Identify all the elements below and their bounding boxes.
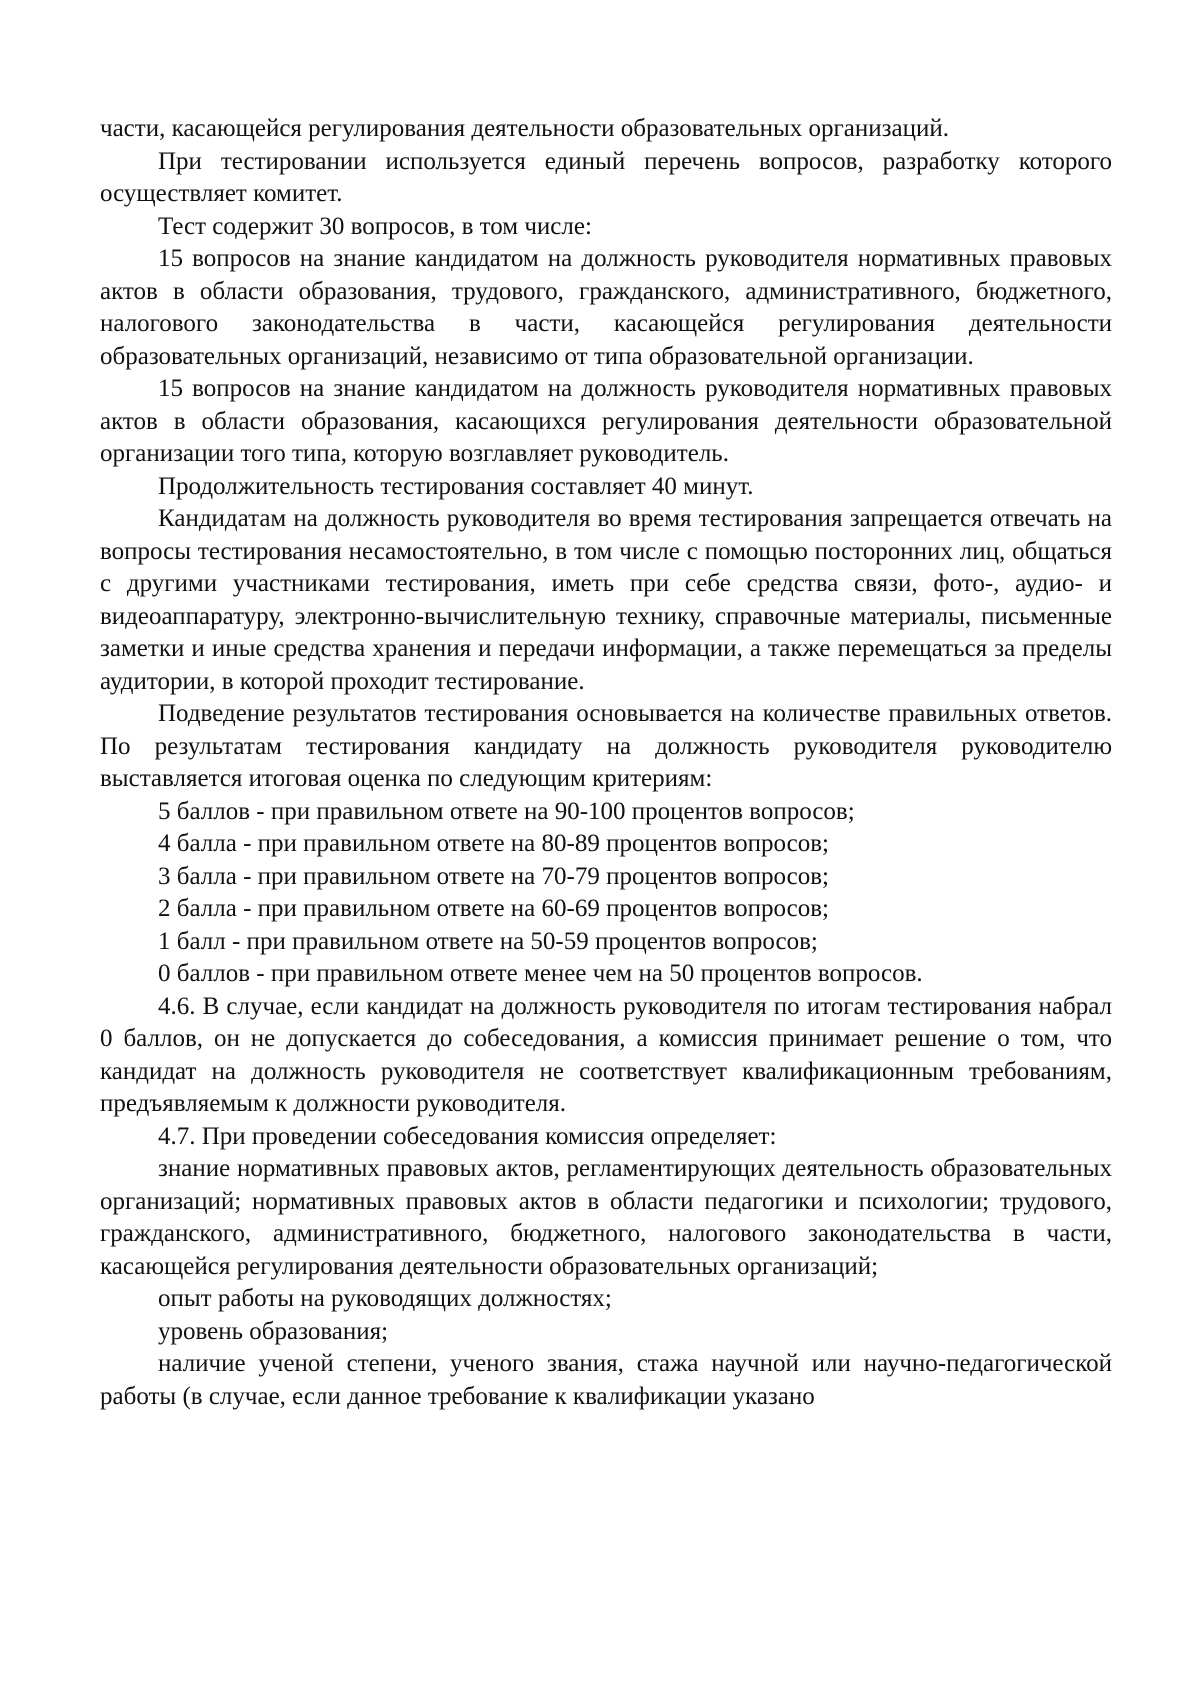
paragraph-interview-education: уровень образования; — [158, 1317, 389, 1345]
list-item-score-4: 4 балла - при правильном ответе на 80-89 процентов вопросов; — [158, 830, 829, 857]
list-item-score-3: 3 балла - при правильном ответе на 70-79 процентов вопросов; — [158, 862, 829, 890]
document-page — [100, 113, 1112, 1413]
paragraph-interview-knowledge: знание нормативных правовых актов, регламентирующих деятельность образовательных организаций; нормативных правовых актов в области педагогики и психологии; трудового, гражданского, административного, бюджетного, налогового законодательства в части, касающейся регулирования деятельности образовательных организаций; — [100, 1155, 1112, 1280]
list-item-score-2: 2 балла - при правильном ответе на 60-69 процентов вопросов; — [158, 895, 829, 922]
paragraph-section-4-6: 4.6. В случае, если кандидат на должность руководителя по итогам тестирования набрал 0 баллов, он не допускается до собеседования, а комиссия принимает решение о том, что кандидат на должность руководителя не соответствует квалификационным требованиям, предъявляемым к должности руководителя. — [100, 992, 1112, 1117]
paragraph-type-questions: 15 вопросов на знание кандидатом на должность руководителя нормативных правовых актов в области образования, касающихся регулирования деятельности образовательной организации того типа, которую возглавляет руководитель. — [100, 375, 1112, 467]
paragraph-question-list: При тестировании используется единый перечень вопросов, разработку которого осуществляет комитет. — [100, 147, 1112, 207]
paragraph-test-contents: Тест содержит 30 вопросов, в том числе: — [158, 212, 592, 240]
paragraph-section-4-7: 4.7. При проведении собеседования комиссия определяет: — [158, 1122, 777, 1150]
paragraph-interview-experience: опыт работы на руководящих должностях; — [158, 1285, 612, 1312]
paragraph-duration: Продолжительность тестирования составляет 40 минут. — [158, 472, 754, 500]
list-item-score-0: 0 баллов - при правильном ответе менее чем на 50 процентов вопросов. — [158, 960, 923, 987]
list-item-score-1: 1 балл - при правильном ответе на 50-59 процентов вопросов; — [158, 927, 818, 955]
paragraph-interview-degree: наличие ученой степени, ученого звания, стажа научной или научно-педагогической работы (в случае, если данное требование к квалификации указано — [100, 1350, 1112, 1410]
paragraph-continuation: части, касающейся регулирования деятельности образовательных организаций. — [100, 115, 949, 142]
paragraph-results: Подведение результатов тестирования основывается на количестве правильных ответов. По результатам тестирования кандидату на должность руководителя руководителю выставляется итоговая оценка по следующим критериям: — [100, 700, 1112, 792]
list-item-score-5: 5 баллов - при правильном ответе на 90-100 процентов вопросов; — [158, 797, 855, 825]
paragraph-general-questions: 15 вопросов на знание кандидатом на должность руководителя нормативных правовых актов в области образования, трудового, гражданского, административного, бюджетного, налогового законодательства в части, касающейся регулирования деятельности образовательных организаций, независимо от типа образовательной организации. — [100, 245, 1112, 370]
paragraph-prohibitions: Кандидатам на должность руководителя во время тестирования запрещается отвечать на вопросы тестирования несамостоятельно, в том числе с помощью посторонних лиц, общаться с другими участниками тестирования, иметь при себе средства связи, фото-, аудио- и видеоаппаратуру, электронно-вычислительную технику, справочные материалы, письменные заметки и иные средства хранения и передачи информации, а также перемещаться за пределы аудитории, в которой проходит тестирование. — [100, 505, 1112, 695]
